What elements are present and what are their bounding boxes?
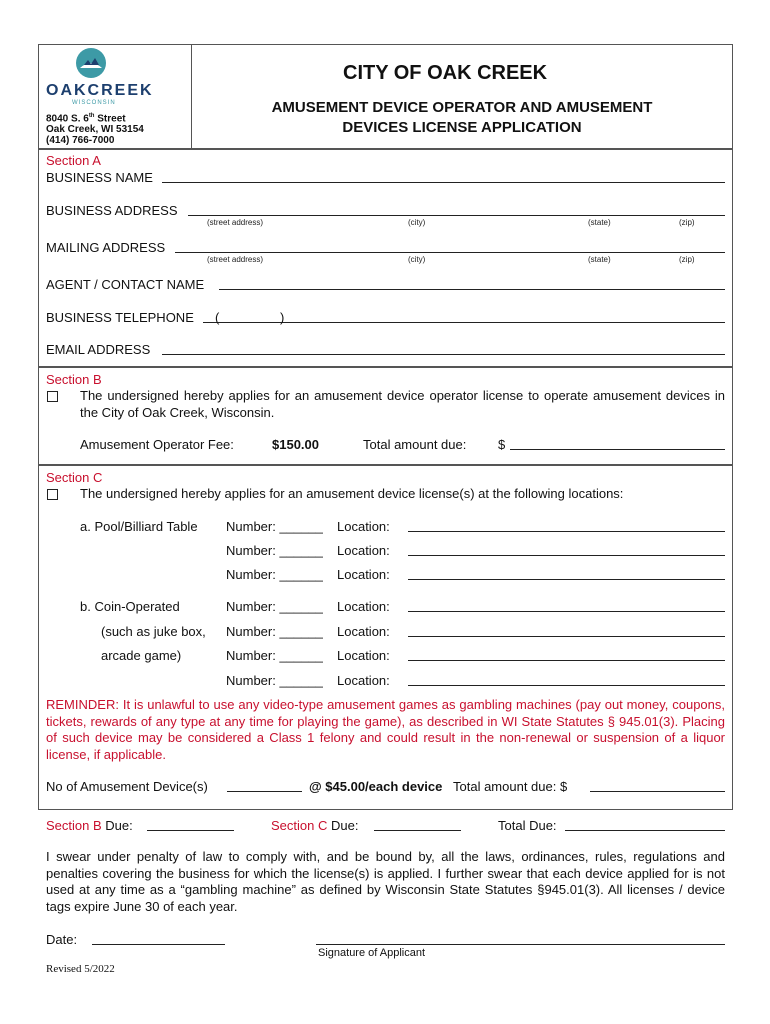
section-b-total-field[interactable] (510, 449, 725, 450)
address-street: 8040 S. 6 (46, 113, 89, 125)
section-c-due-field[interactable] (374, 830, 461, 831)
device-number-field[interactable]: Number: ______ (226, 543, 323, 558)
city-title: CITY OF OAK CREEK (343, 62, 548, 84)
device-location-field[interactable] (408, 531, 725, 532)
business-street-sublabel: (street address) (207, 218, 264, 227)
business-zip-sublabel: (zip) (679, 218, 695, 227)
date-label: Date: (46, 932, 78, 947)
device-location-label: Location: (337, 624, 390, 639)
date-field[interactable] (92, 944, 225, 945)
section-c-due-word: Due: (327, 818, 359, 833)
device-number-field[interactable]: Number: ______ (226, 519, 323, 534)
business-state-sublabel: (state) (588, 218, 611, 227)
gambling-reminder: REMINDER: It is unlawful to use any video-type amusement games as gambling machines (pay out money, coupons, tickets, rewards of any type at any time for playing the game), as described in WI State Statutes § 945.01(3). Placing of such device may be considered a Class 1 felony and could result in the non-renewal or suspension of a liquor license, if applicable. (46, 697, 725, 762)
email-field[interactable] (162, 354, 725, 355)
section-c-due-label (271, 818, 358, 833)
device-location-label: Location: (337, 567, 390, 582)
city-phone: (414) 766-7000 (46, 135, 115, 146)
address-street-tail: Street (94, 113, 126, 125)
device-price: @ $45.00/each device (309, 779, 443, 794)
section-c-checkbox[interactable] (47, 489, 58, 500)
pool-table-label: a. Pool/Billiard Table (80, 519, 198, 534)
mailing-street-sublabel: (street address) (207, 255, 264, 264)
section-c-total-label: Total amount due: $ (453, 779, 568, 794)
city-address-line2: Oak Creek, WI 53154 (46, 124, 144, 135)
section-b-heading: Section B (46, 372, 102, 387)
logo-wordmark: OAKCREEK (46, 82, 154, 99)
device-number-field[interactable]: Number: ______ (226, 673, 323, 688)
agent-label: AGENT / CONTACT NAME (46, 277, 205, 292)
device-location-label: Location: (337, 599, 390, 614)
device-location-label: Location: (337, 543, 390, 558)
form-title-line1: AMUSEMENT DEVICE OPERATOR AND AMUSEMENT (271, 99, 653, 116)
section-b-due-field[interactable] (147, 830, 234, 831)
section-b-text: The undersigned hereby applies for an amusement device operator license to operate amusement devices in the City of Oak Creek, Wisconsin. (80, 388, 725, 420)
coin-operated-example1: (such as juke box, (101, 624, 206, 639)
device-number-field[interactable]: Number: ______ (226, 599, 323, 614)
logo-subtext: WISCONSIN (72, 100, 116, 106)
device-number-field[interactable]: Number: ______ (226, 567, 323, 582)
mailing-city-sublabel: (city) (408, 255, 426, 264)
mailing-zip-sublabel: (zip) (679, 255, 695, 264)
device-location-field[interactable] (408, 579, 725, 580)
signature-label: Signature of Applicant (318, 947, 426, 959)
device-location-field[interactable] (408, 555, 725, 556)
address-sup: th (88, 113, 95, 119)
revised-date: Revised 5/2022 (46, 963, 115, 975)
business-city-sublabel: (city) (408, 218, 426, 227)
section-c-text: The undersigned hereby applies for an amusement device license(s) at the following locations: (80, 486, 624, 501)
section-c-heading: Section C (46, 470, 103, 485)
signature-field[interactable] (316, 944, 725, 945)
city-address-line1 (46, 113, 126, 124)
form-title-line2: DEVICES LICENSE APPLICATION (342, 119, 582, 136)
coin-operated-label: b. Coin-Operated (80, 599, 180, 614)
section-b-checkbox[interactable] (47, 391, 58, 402)
section-b-total-label: Total amount due: (363, 437, 467, 452)
section-b-due-ref: Section B (46, 818, 102, 833)
section-a-heading: Section A (46, 153, 101, 168)
mailing-state-sublabel: (state) (588, 255, 611, 264)
form-title (192, 98, 732, 138)
mailing-address-label: MAILING ADDRESS (46, 240, 166, 255)
total-due-field[interactable] (565, 830, 725, 831)
device-location-field[interactable] (408, 660, 725, 661)
section-b-due-label (46, 818, 133, 833)
email-label: EMAIL ADDRESS (46, 342, 151, 357)
device-location-field[interactable] (408, 611, 725, 612)
device-location-field[interactable] (408, 685, 725, 686)
business-name-label: BUSINESS NAME (46, 170, 153, 185)
oath-text: I swear under penalty of law to comply with, and be bound by, all the laws, ordinances, rules, regulations and penalties covering the business for which the license(s) is applied. I further swear that each device applied for is not used at any time as a “gambling machine” as defined by Wisconsin State Statutes §945.01(3). All licenses / device tags expire June 30 of each year. (46, 849, 725, 914)
device-count-field[interactable] (227, 791, 302, 792)
operator-fee-value: $150.00 (272, 437, 319, 452)
total-due-label: Total Due: (498, 818, 557, 833)
business-address-field[interactable] (188, 215, 725, 216)
business-name-field[interactable] (162, 182, 725, 183)
mailing-address-field[interactable] (175, 252, 725, 253)
device-location-label: Location: (337, 519, 390, 534)
telephone-label: BUSINESS TELEPHONE (46, 310, 194, 325)
device-count-label: No of Amusement Device(s) (46, 779, 208, 794)
agent-field[interactable] (219, 289, 725, 290)
operator-fee-label: Amusement Operator Fee: (80, 437, 234, 452)
coin-operated-example2: arcade game) (101, 648, 182, 663)
device-number-field[interactable]: Number: ______ (226, 624, 323, 639)
device-number-field[interactable]: Number: ______ (226, 648, 323, 663)
section-b-due-word: Due: (101, 818, 133, 833)
telephone-paren-close: ) (280, 310, 285, 325)
section-c-due-ref: Section C (271, 818, 328, 833)
section-c-total-field[interactable] (590, 791, 725, 792)
device-location-field[interactable] (408, 636, 725, 637)
section-b-dollar: $ (498, 437, 506, 452)
device-location-label: Location: (337, 648, 390, 663)
device-location-label: Location: (337, 673, 390, 688)
telephone-paren-open: ( (215, 310, 220, 325)
business-address-label: BUSINESS ADDRESS (46, 203, 178, 218)
